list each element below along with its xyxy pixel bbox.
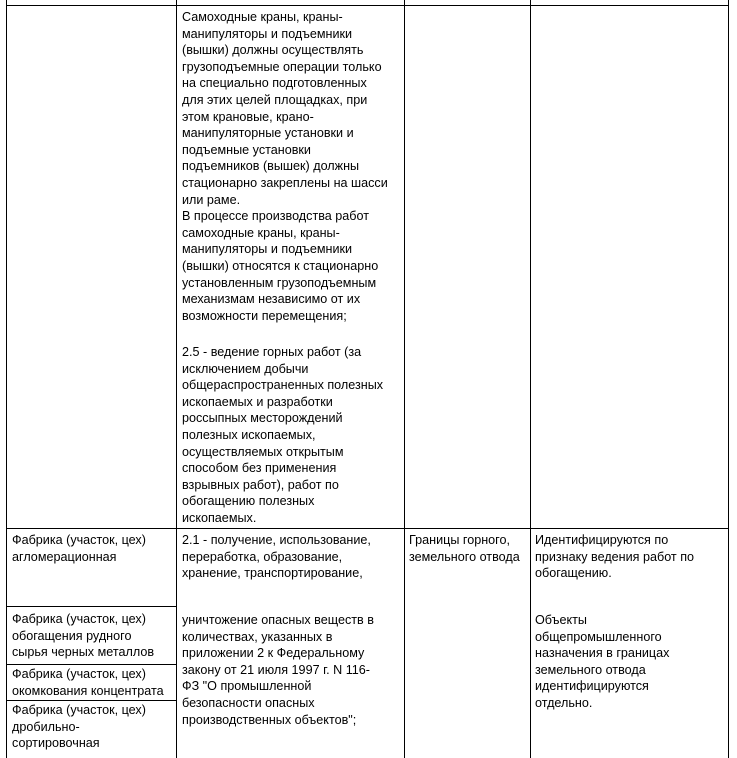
- row-divider-top: [6, 5, 728, 6]
- criteria-text-part-2: уничтожение опасных веществ в количествах, указанных в приложении 2 к Федеральному закону от 21 июля 1997 г. N 116- ФЗ "О промышленной безопасности опасных производственных объектов";: [182, 613, 374, 727]
- object-name-pelletizing: Фабрика (участок, цех) окомкования концентрата: [12, 667, 164, 698]
- object-name-ore-enrichment: Фабрика (участок, цех) обогащения рудного сырья черных металлов: [12, 612, 155, 660]
- object-name-agglomeration: Фабрика (участок, цех) агломерационная: [12, 533, 146, 564]
- column-divider-3: [530, 0, 531, 758]
- requirements-text-item-2-5: 2.5 - ведение горных работ (за исключением добычи общераспространенных полезных ископаемых и разработки россыпных месторождений полезных ископаемых, осуществляемых открытым способом без применения взрывных работ), работ по обогащению полезных ископаемых.: [182, 345, 384, 525]
- table-border-left: [6, 0, 7, 758]
- row-divider-object-3: [6, 664, 177, 665]
- identification-text-part-1: Идентифицируются по признаку ведения работ по обогащению.: [535, 533, 695, 581]
- column-divider-2: [404, 0, 405, 758]
- boundaries-text: Границы горного, земельного отвода: [409, 533, 520, 564]
- identification-text-part-2: Объекты общепромышленного назначения в границах земельного отвода идентифицируются отдельно.: [535, 613, 670, 710]
- row-divider-object-4: [6, 700, 177, 701]
- row-divider-object-2: [6, 606, 177, 607]
- column-divider-1: [176, 0, 177, 758]
- object-name-crushing: Фабрика (участок, цех) дробильно- сортировочная: [12, 703, 146, 751]
- criteria-text-part-1: 2.1 - получение, использование, переработка, образование, хранение, транспортирование,: [182, 533, 371, 581]
- table-border-right: [728, 0, 729, 758]
- requirements-text-cranes: Самоходные краны, краны- манипуляторы и подъемники (вышки) должны осуществлять грузоподъемные операции только на специально подготовленных для этих целей площадках, при этом крановые, крано- манипуляторные установки и подъемные установки подъемников (вышек) должны стационарно закреплены на шасси или раме. В процессе производства работ самоходные краны, краны- манипуляторы и подъемники (вышки) относятся к стационарно установленным грузоподъемным механизмам независимо от их возможности перемещения;: [182, 10, 388, 323]
- row-divider-main: [6, 528, 728, 529]
